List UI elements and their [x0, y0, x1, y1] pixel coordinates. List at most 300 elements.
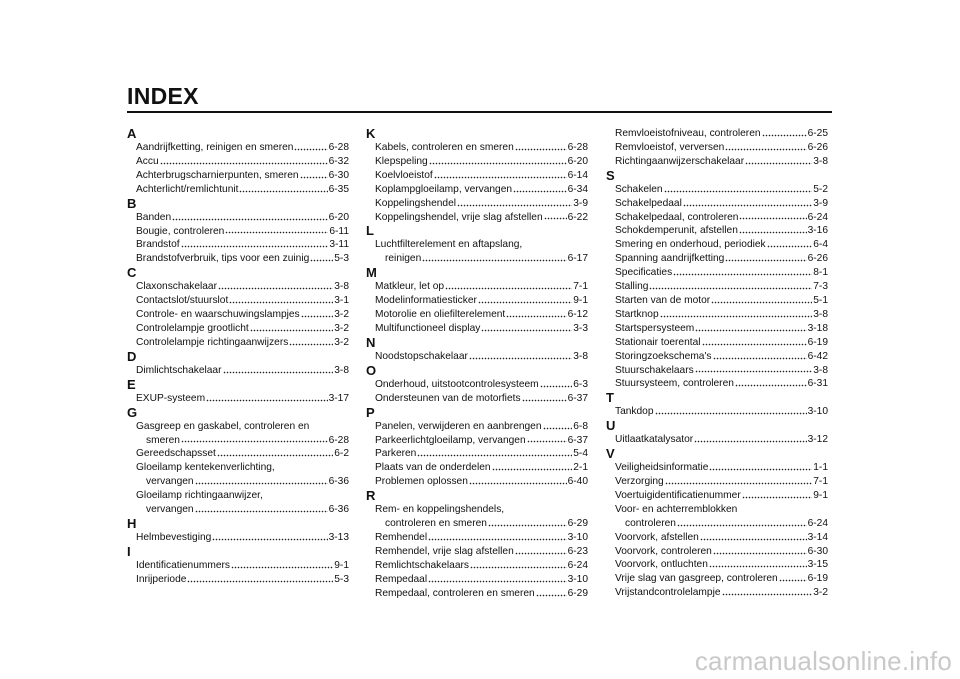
index-entry [606, 350, 828, 364]
page-number: 5-2 [813, 183, 828, 195]
index-entry [606, 572, 828, 586]
section-letter: V [606, 446, 615, 462]
page-number: 6-19 [807, 573, 828, 585]
page-number: 5-4 [573, 448, 588, 460]
entry-label: Contactslot/stuurslot [136, 295, 229, 307]
dot-leader [725, 143, 806, 153]
dot-leader [649, 282, 812, 292]
index-entry [606, 141, 828, 155]
page-number: 7-1 [573, 281, 588, 293]
index-entry [366, 531, 588, 545]
section-letter: E [127, 376, 136, 392]
entry-label: Kabels, controleren en smeren [375, 142, 514, 153]
page-number: 3-16 [807, 225, 828, 237]
entry-label: Schokdemperunit, afstellen [615, 225, 738, 237]
index-entry [366, 238, 588, 266]
entry-label-continued: vervangen [146, 504, 194, 516]
dot-leader [181, 240, 329, 250]
dot-leader [702, 338, 807, 348]
dot-leader [683, 199, 812, 209]
entry-label-continued: reinigen [385, 253, 422, 265]
page-number: 8-1 [813, 267, 828, 279]
entry-label: Remhendel [375, 531, 428, 543]
page-number: 9-1 [334, 559, 349, 571]
section-letter: P [366, 404, 375, 420]
page-number: 3-12 [807, 434, 828, 446]
section-letter: K [366, 126, 376, 141]
index-entry [366, 392, 588, 406]
dot-leader [739, 226, 807, 236]
dot-leader [665, 477, 813, 487]
section-letter: S [606, 167, 615, 183]
index-entry [606, 308, 828, 322]
dot-leader [470, 561, 567, 571]
entry-label: EXUP-systeem [136, 392, 206, 404]
page-number: 5-1 [813, 294, 828, 306]
entry-label: Klepspeling [375, 155, 428, 167]
dot-leader [660, 310, 813, 320]
entry-label: Accu [136, 155, 159, 167]
page-number: 3-2 [813, 587, 828, 599]
entry-label: Onderhoud, uitstootcontrolesysteem [375, 378, 539, 390]
entry-label: Noodstopschakelaar [375, 350, 468, 362]
entry-label: Richtingaanwijzerschakelaar [615, 155, 745, 167]
index-entry [127, 211, 349, 225]
index-entry [127, 155, 349, 169]
index-entry [606, 545, 828, 559]
entry-label: Vrijstandcontrolelampje [615, 587, 721, 599]
entry-label: Startspersysteem [615, 322, 695, 334]
entry-label-continued: vervangen [146, 476, 194, 488]
entry-label: Claxonschakelaar [136, 281, 217, 293]
entry-label: Gereedschapsset [136, 448, 216, 460]
index-entry [606, 433, 828, 447]
index-entry [127, 294, 349, 308]
entry-label: Modelinformatiesticker [375, 295, 477, 307]
dot-leader [289, 338, 333, 348]
dot-leader [422, 254, 566, 264]
page-number: 6-32 [328, 155, 349, 167]
index-entry [366, 294, 588, 308]
index-entry [127, 461, 349, 489]
index-entry [366, 545, 588, 559]
index-entry [127, 141, 349, 155]
index-entry [606, 503, 828, 531]
page-number: 7-1 [813, 476, 828, 488]
index-entry [606, 127, 828, 141]
page-number: 6-36 [328, 504, 349, 516]
page-number: 7-3 [813, 281, 828, 293]
page-number: 3-11 [329, 239, 349, 251]
entry-label: Controlelampje grootlicht [136, 322, 249, 334]
index-entry [606, 377, 828, 391]
section-letter: I [127, 543, 131, 559]
page-number: 6-37 [567, 392, 588, 404]
dot-leader [711, 296, 812, 306]
entry-label: Koppelingshendel, vrije slag afstellen [375, 211, 543, 223]
index-entry [127, 238, 349, 252]
dot-leader [677, 519, 807, 529]
index-entry [606, 586, 828, 600]
page-number: 6-36 [328, 476, 349, 488]
entry-label: Koppelingshendel [375, 197, 457, 209]
index-entry [606, 224, 828, 238]
dot-leader [695, 365, 813, 375]
index-entry [366, 378, 588, 392]
section-letter: N [366, 334, 376, 350]
page-number: 6-28 [567, 142, 588, 153]
entry-label: Starten van de motor [615, 294, 711, 306]
page-number: 6-30 [807, 545, 828, 557]
dot-leader [506, 310, 566, 320]
section-letter: A [127, 126, 137, 141]
page-number: 5-3 [334, 573, 349, 585]
page-number: 6-8 [573, 420, 588, 432]
entry-label: Spanning aandrijfketting [615, 253, 725, 265]
entry-label: Smering en onderhoud, periodiek [615, 239, 766, 251]
index-entry [366, 350, 588, 364]
page-number: 3-15 [807, 559, 828, 571]
entry-label: Specificaties [615, 267, 673, 279]
watermark: carmanualsonline.info [694, 646, 952, 676]
index-entry [366, 183, 588, 197]
entry-label: Parkeerlichtgloeilamp, vervangen [375, 434, 526, 446]
entry-label-continued: controleren en smeren [385, 518, 487, 530]
entry-label: Gloeilamp richtingaanwijzer, [136, 490, 263, 502]
index-entry [606, 364, 828, 378]
dot-leader [195, 477, 328, 487]
dot-leader [655, 407, 807, 417]
page-number: 3-1 [334, 295, 349, 307]
dot-leader [250, 324, 334, 334]
dot-leader [469, 477, 567, 487]
dot-leader [301, 310, 334, 320]
page-number: 2-1 [573, 462, 588, 474]
dot-leader [457, 199, 572, 209]
index-entry [606, 461, 828, 475]
dot-leader [735, 379, 807, 389]
dot-leader [762, 129, 807, 139]
section-letter: D [127, 348, 137, 364]
page-number: 3-3 [573, 322, 588, 334]
page-number: 6-28 [328, 142, 349, 153]
entry-label: Panelen, verwijderen en aanbrengen [375, 420, 542, 432]
page-number: 3-8 [813, 155, 828, 167]
index-entry [366, 211, 588, 225]
index-entry [606, 558, 828, 572]
page-number: 6-26 [807, 253, 828, 265]
index-column-1 [127, 127, 349, 587]
index-entry [127, 280, 349, 294]
page-number: 6-34 [567, 183, 588, 195]
dot-leader [187, 575, 333, 585]
entry-label: Gloeilamp kentekenverlichting, [136, 462, 275, 474]
entry-label: Dimlichtschakelaar [136, 364, 222, 376]
section-letter: G [127, 404, 138, 420]
entry-label: Voorvork, afstellen [615, 531, 699, 543]
dot-leader [709, 463, 812, 473]
entry-label: Stationair toerental [615, 336, 701, 348]
entry-label: Bougie, controleren [136, 225, 225, 237]
index-entry [127, 336, 349, 350]
index-entry [366, 573, 588, 587]
page-number: 6-40 [567, 476, 588, 488]
index-entry [366, 559, 588, 573]
index-entry [127, 559, 349, 573]
index-entry [606, 280, 828, 294]
entry-label: Verzorging [615, 476, 664, 488]
dot-leader [172, 213, 327, 223]
index-entry [366, 434, 588, 448]
section-letter: U [606, 418, 616, 434]
index-entry [366, 280, 588, 294]
entry-label: Brandstofverbruik, tips voor een zuinig [136, 253, 310, 265]
page-number: 6-22 [567, 211, 588, 223]
section-letter: R [366, 488, 376, 504]
index-entry [606, 475, 828, 489]
index-entry [127, 531, 349, 545]
page-number: 6-24 [807, 211, 828, 223]
dot-leader [417, 449, 572, 459]
entry-label: Problemen oplossen [375, 476, 468, 488]
page-number: 1-1 [813, 462, 828, 474]
index-entry [606, 211, 828, 225]
entry-label: Vrije slag van gasgreep, controleren [615, 573, 778, 585]
entry-label: Schakelen [615, 183, 663, 195]
entry-label: Multifunctioneel display [375, 322, 481, 334]
index-entry [606, 489, 828, 503]
index-entry [366, 155, 588, 169]
entry-label-continued: controleren [625, 517, 676, 529]
page-number: 3-2 [334, 309, 349, 321]
page-number: 6-24 [567, 559, 588, 571]
page-number: 3-2 [334, 322, 349, 334]
index-entry [127, 308, 349, 322]
page-number: 3-8 [573, 350, 588, 362]
section-letter: B [127, 195, 137, 211]
entry-label: Uitlaatkatalysator [615, 434, 694, 446]
page-number: 6-2 [334, 448, 349, 460]
page-number: 6-37 [567, 434, 588, 446]
section-letter: L [366, 223, 374, 239]
page-number: 6-30 [328, 169, 349, 181]
entry-label: Luchtfilterelement en aftapslang, [375, 239, 523, 251]
section-letter: T [606, 390, 614, 406]
dot-leader [492, 463, 573, 473]
index-entry [606, 294, 828, 308]
index-entry [366, 197, 588, 211]
index-entry [606, 531, 828, 545]
dot-leader [181, 435, 328, 445]
dot-leader [522, 394, 567, 404]
entry-label: Remlichtschakelaars [375, 559, 469, 571]
entry-label: Stalling [615, 281, 649, 293]
index-entry [366, 322, 588, 336]
page-number: 6-20 [328, 211, 349, 223]
index-entry [366, 169, 588, 183]
entry-label: Inrijperiode [136, 573, 187, 585]
dot-leader [225, 226, 328, 236]
entry-label: Remhendel, vrije slag afstellen [375, 545, 514, 557]
dot-leader [544, 212, 567, 222]
dot-leader [722, 588, 813, 598]
entry-label: Koelvloeistof [375, 169, 433, 181]
dot-leader [206, 394, 328, 404]
dot-leader [469, 352, 572, 362]
page-number: 3-8 [334, 281, 349, 293]
index-entry [606, 336, 828, 350]
entry-label: Gasgreep en gaskabel, controleren en [136, 420, 310, 432]
dot-leader [488, 519, 567, 529]
entry-label: Parkeren [375, 448, 417, 460]
dot-leader [218, 282, 333, 292]
index-entry [127, 364, 349, 378]
entry-label: Storingzoekschema's [615, 350, 712, 362]
dot-leader [195, 505, 328, 515]
dot-leader [739, 212, 806, 222]
dot-leader [310, 254, 333, 264]
index-entry [127, 392, 349, 406]
dot-leader [709, 560, 807, 570]
entry-label: Plaats van de onderdelen [375, 462, 491, 474]
page-number: 6-31 [807, 378, 828, 390]
dot-leader [725, 254, 806, 264]
index-column-2 [366, 127, 588, 600]
page-number: 6-23 [567, 545, 588, 557]
entry-label: Schakelpedaal [615, 197, 682, 209]
entry-label: Remvloeistofniveau, controleren [615, 128, 761, 139]
entry-label: Controlelampje richtingaanwijzers [136, 336, 289, 348]
entry-label: Helmbevestiging [136, 531, 212, 543]
dot-leader [536, 588, 567, 598]
page-number: 6-29 [567, 587, 588, 599]
index-entry [366, 141, 588, 155]
section-letter: M [366, 265, 377, 281]
page-number: 6-20 [567, 155, 588, 167]
index-entry [366, 503, 588, 531]
dot-leader [694, 435, 806, 445]
entry-label: Remvloeistof, verversen [615, 141, 725, 153]
dot-leader [540, 380, 573, 390]
page-number: 6-24 [807, 517, 828, 529]
page-number: 6-35 [328, 183, 349, 195]
page-number: 9-1 [573, 295, 588, 307]
index-entry [127, 447, 349, 461]
dot-leader [212, 533, 327, 543]
dot-leader [513, 185, 567, 195]
page-number: 3-8 [813, 364, 828, 376]
entry-label: Stuurschakelaars [615, 364, 694, 376]
index-entry [606, 183, 828, 197]
entry-label: Brandstof [136, 239, 180, 251]
dot-leader [713, 546, 807, 556]
index-entry [127, 225, 349, 239]
dot-leader [779, 574, 807, 584]
index-entry [127, 322, 349, 336]
page-number: 3-18 [807, 322, 828, 334]
dot-leader [515, 547, 567, 557]
index-entry [366, 587, 588, 601]
dot-leader [478, 296, 572, 306]
entry-label: Tankdop [615, 406, 654, 418]
page-title: INDEX [127, 83, 199, 109]
entry-label: Stuursysteem, controleren [615, 378, 734, 390]
entry-label: Voertuigidentificatienummer [615, 489, 741, 501]
index-entry [127, 489, 349, 517]
index-column-3 [606, 127, 828, 600]
dot-leader [217, 449, 333, 459]
title-rule [127, 111, 832, 113]
page-number: 3-2 [334, 336, 349, 348]
dot-leader [527, 435, 567, 445]
dot-leader [745, 157, 812, 167]
page-number: 3-13 [328, 531, 349, 543]
entry-label: Startknop [615, 308, 659, 320]
dot-leader [713, 352, 807, 362]
dot-leader [300, 171, 328, 181]
entry-label: Identificatienummers [136, 559, 230, 571]
entry-label: Schakelpedaal, controleren [615, 211, 739, 223]
section-letter: H [127, 515, 137, 531]
dot-leader [231, 561, 333, 571]
entry-label: Banden [136, 211, 172, 223]
entry-label: Achterbrugscharnierpunten, smeren [136, 169, 299, 181]
page-number: 5-3 [334, 253, 349, 265]
entry-label: Aandrijfketting, reinigen en smeren [136, 142, 294, 153]
page-number: 6-19 [807, 336, 828, 348]
page-number: 6-25 [807, 128, 828, 139]
page-number: 3-10 [567, 573, 588, 585]
dot-leader [294, 143, 327, 153]
dot-leader [481, 324, 572, 334]
index-entry [127, 252, 349, 266]
entry-label: Achterlicht/remlichtunit [136, 183, 239, 195]
dot-leader [160, 157, 328, 167]
dot-leader [515, 143, 567, 153]
dot-leader [664, 185, 813, 195]
index-entry [127, 183, 349, 197]
dot-leader [700, 533, 807, 543]
index-entry [366, 461, 588, 475]
dot-leader [429, 157, 567, 167]
index-entry [606, 155, 828, 169]
section-letter: C [127, 265, 137, 281]
dot-leader [223, 366, 334, 376]
dot-leader [445, 282, 572, 292]
dot-leader [229, 296, 333, 306]
index-entry [606, 238, 828, 252]
index-entry [606, 322, 828, 336]
page-number: 6-26 [807, 141, 828, 153]
page-number: 9-1 [813, 489, 828, 501]
dot-leader [767, 240, 813, 250]
entry-label: Koplampgloeilamp, vervangen [375, 183, 513, 195]
dot-leader [673, 268, 812, 278]
page-number: 6-29 [567, 518, 588, 530]
dot-leader [695, 324, 806, 334]
page-number: 6-42 [807, 350, 828, 362]
page-number: 6-4 [813, 239, 828, 251]
page-number: 3-9 [573, 197, 588, 209]
page-number: 3-10 [807, 406, 828, 418]
page-number: 6-12 [567, 309, 588, 321]
entry-label: Voorvork, ontluchten [615, 559, 708, 571]
page-number: 6-14 [567, 169, 588, 181]
page-number: 6-28 [328, 434, 349, 446]
index-entry [606, 266, 828, 280]
entry-label-continued: smeren [146, 434, 180, 446]
index-entry [606, 405, 828, 419]
